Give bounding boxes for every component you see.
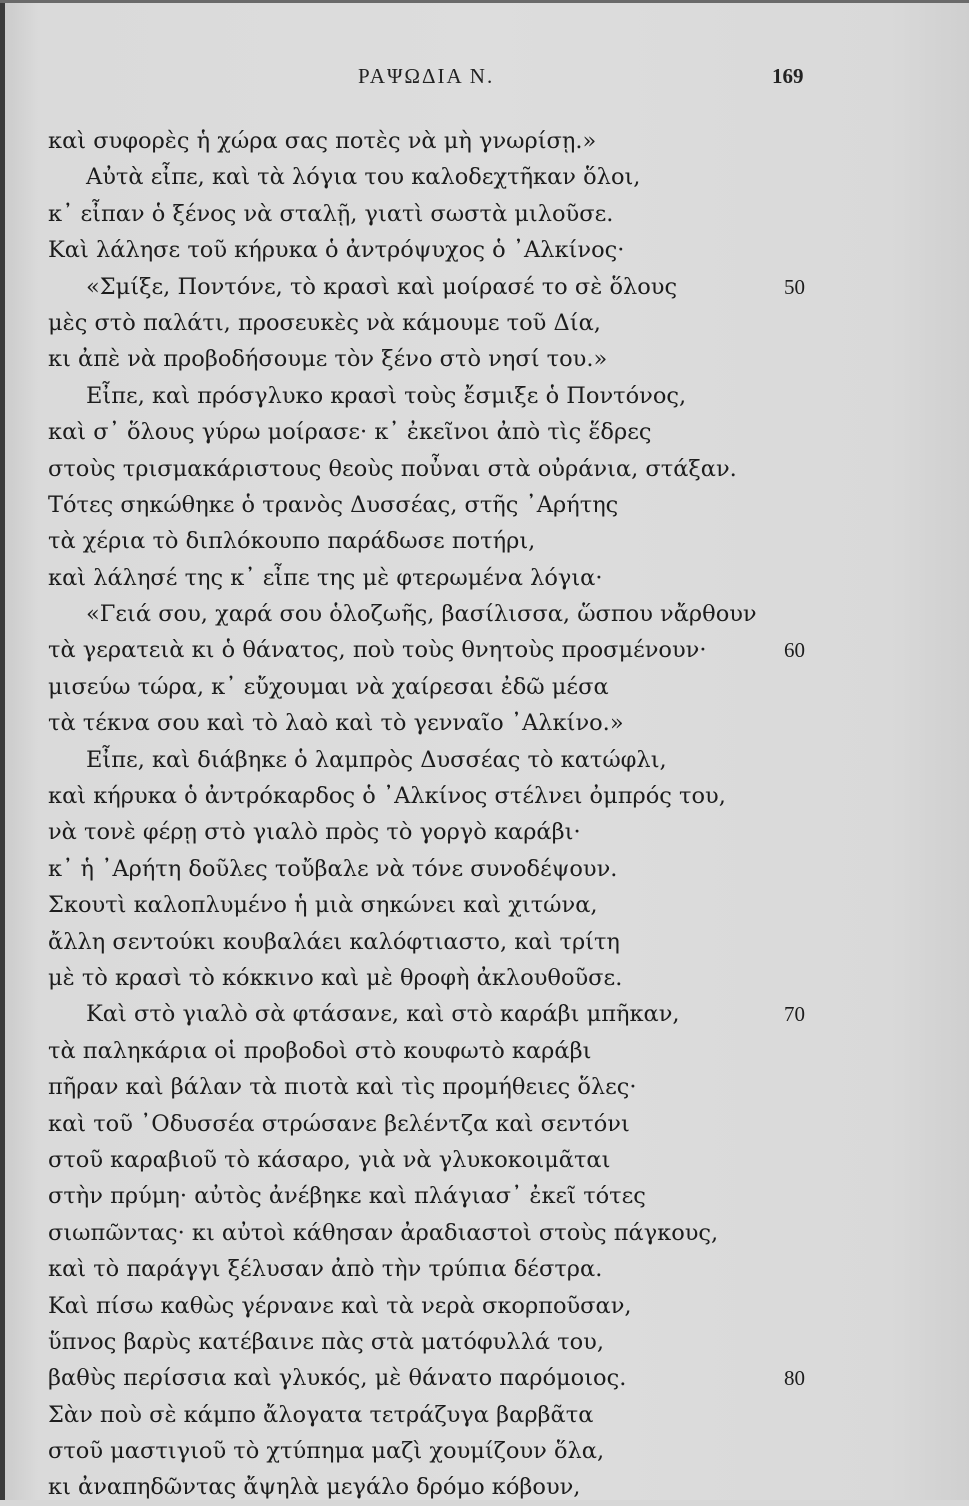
verse-text: Τότες σηκώθηκε ὁ τρανὸς Δυσσέας, στῆς ᾿Αρήτης — [48, 491, 619, 518]
verse-line — [48, 1397, 918, 1433]
verse-line — [48, 742, 918, 778]
verse-line — [48, 814, 918, 850]
verse-line — [48, 196, 918, 232]
verse-line — [48, 705, 918, 741]
page-number: 169 — [772, 64, 804, 88]
verse-line — [48, 269, 918, 305]
verse-text: καὶ τοῦ ᾿Οδυσσέα στρώσανε βελέντζα καὶ σεντόνι — [48, 1110, 630, 1137]
verse-text: στοὺς τρισμακάριστους θεοὺς ποὖναι στὰ οὐράνια, στάξαν. — [48, 455, 737, 482]
verse-text: στοῦ καραβιοῦ τὸ κάσαρο, γιὰ νὰ γλυκοκοιμᾶται — [48, 1146, 611, 1173]
verse-line — [48, 123, 918, 159]
verse-text: Σκουτὶ καλοπλυμένο ἡ μιὰ σηκώνει καὶ χιτώνα, — [48, 892, 598, 919]
verse-text: μὲς στὸ παλάτι, προσευκὲς νὰ κάμουμε τοῦ Δία, — [48, 309, 601, 336]
verse-text: σιωπῶντας· κι αὐτοὶ κάθησαν ἀραδιαστοὶ στοὺς πάγκους, — [48, 1219, 719, 1246]
verse-line-number: 70 — [784, 1002, 805, 1027]
verse-line — [48, 560, 918, 596]
verse-line — [48, 159, 918, 195]
verse-line — [48, 232, 918, 268]
verse-line — [48, 778, 918, 814]
verse-line — [48, 960, 918, 996]
verse-text: καὶ συφορὲς ἡ χώρα σας ποτὲς νὰ μὴ γνωρίσῃ.» — [48, 128, 597, 154]
verse-line — [48, 887, 918, 923]
verse-text: Καὶ πίσω καθὼς γέρνανε καὶ τὰ νερὰ σκορποῦσαν, — [48, 1292, 632, 1319]
page-top-edge — [0, 0, 969, 3]
verse-text: τὰ χέρια τὸ διπλόκουπο παράδωσε ποτήρι, — [48, 528, 536, 555]
verse-line — [48, 669, 918, 705]
verse-text: Καὶ λάλησε τοῦ κήρυκα ὁ ἀντρόψυχος ὁ ᾿Αλκίνος· — [48, 237, 625, 264]
verse-line — [48, 1324, 918, 1360]
verse-line — [48, 851, 918, 887]
verse-text: βαθὺς περίσσια καὶ γλυκός, μὲ θάνατο παρόμοιος. — [48, 1365, 627, 1392]
verse-line — [48, 1215, 918, 1251]
verse-text: κ᾿ εἶπαν ὁ ξένος νὰ σταλῇ, γιατὶ σωστὰ μιλοῦσε. — [48, 200, 614, 227]
verse-text: κ᾿ ἡ ᾿Αρήτη δοῦλες τοὔβαλε νὰ τόνε συνοδέψουν. — [48, 855, 618, 882]
verse-text: τὰ παληκάρια οἱ προβοδοὶ στὸ κουφωτὸ καράβι — [48, 1037, 592, 1064]
verse-text: Καὶ στὸ γιαλὸ σὰ φτάσανε, καὶ στὸ καράβι μπῆκαν, — [86, 1001, 680, 1028]
verse-text: καὶ σ᾿ ὅλους γύρω μοίρασε· κ᾿ ἐκεῖνοι ἀπὸ τὶς ἕδρες — [48, 419, 652, 446]
verse-line — [48, 996, 918, 1032]
verse-line — [48, 1178, 918, 1214]
verse-text: «Γειά σου, χαρά σου ὁλοζωῆς, βασίλισσα, ὥσπου νἄρθουν — [86, 601, 757, 628]
verse-line — [48, 924, 918, 960]
verse-line — [48, 1469, 918, 1505]
page-binding-edge — [0, 0, 5, 1500]
verse-line — [48, 305, 918, 341]
verse-line-number: 80 — [784, 1366, 805, 1391]
verse-line — [48, 1106, 918, 1142]
verse-line — [48, 1142, 918, 1178]
verse-line — [48, 487, 918, 523]
verse-text: μισεύω τώρα, κ᾿ εὔχουμαι νὰ χαίρεσαι ἐδῶ μέσα — [48, 673, 609, 700]
verse-text: πῆραν καὶ βάλαν τὰ πιοτὰ καὶ τὶς προμήθειες ὅλες· — [48, 1074, 637, 1101]
verse-line — [48, 451, 918, 487]
verse-line — [48, 523, 918, 559]
verse-line — [48, 341, 918, 377]
verse-line — [48, 378, 918, 414]
verse-text: Εἶπε, καὶ πρόσγλυκο κρασὶ τοὺς ἔσμιξε ὁ Ποντόνος, — [86, 382, 687, 409]
verse-line — [48, 1251, 918, 1287]
verse-line — [48, 632, 918, 668]
verse-line — [48, 1288, 918, 1324]
verse-text: μὲ τὸ κρασὶ τὸ κόκκινο καὶ μὲ θροφὴ ἀκλουθοῦσε. — [48, 964, 623, 991]
verse-text: «Σμίξε, Ποντόνε, τὸ κρασὶ καὶ μοίρασέ το σὲ ὅλους — [86, 273, 678, 300]
verse-text: κι ἀπὲ νὰ προβοδήσουμε τὸν ξένο στὸ νησί του.» — [48, 346, 608, 373]
verse-text: Εἶπε, καὶ διάβηκε ὁ λαμπρὸς Δυσσέας τὸ κατώφλι, — [86, 746, 667, 773]
verse-text: ἄλλη σεντούκι κουβαλάει καλόφτιαστο, καὶ τρίτη — [48, 928, 620, 955]
verse-line — [48, 1069, 918, 1105]
verse-text: στοῦ μαστιγιοῦ τὸ χτύπημα μαζὶ χουμίζουν ὅλα, — [48, 1438, 605, 1465]
verse-line — [48, 1433, 918, 1469]
verse-text: καὶ λάλησέ της κ᾿ εἶπε της μὲ φτερωμένα λόγια· — [48, 564, 603, 591]
running-header-title: ΡΑΨΩΔΙΑ Ν. — [358, 64, 495, 88]
verse-text: τὰ γερατειὰ κι ὁ θάνατος, ποὺ τοὺς θνητοὺς προσμένουν· — [48, 637, 707, 664]
verse-text: Σὰν ποὺ σὲ κάμπο ἄλογατα τετράζυγα βαρβᾶτα — [48, 1401, 594, 1428]
verse-line — [48, 596, 918, 632]
verse-line — [48, 1360, 918, 1396]
verse-text: κι ἀναπηδῶντας ἄψηλὰ μεγάλο δρόμο κόβουν, — [48, 1474, 581, 1501]
verse-text: καὶ τὸ παράγγι ξέλυσαν ἀπὸ τὴν τρύπια δέστρα. — [48, 1256, 603, 1283]
verse-text: στὴν πρύμη· αὐτὸς ἀνέβηκε καὶ πλάγιασ᾿ ἐκεῖ τότες — [48, 1183, 646, 1210]
verse-line — [48, 1033, 918, 1069]
verse-line-number: 50 — [784, 274, 805, 299]
poem-text — [48, 123, 918, 1506]
verse-text: ὕπνος βαρὺς κατέβαινε πὰς στὰ ματόφυλλά του, — [48, 1328, 604, 1355]
verse-text: νὰ τονὲ φέρῃ στὸ γιαλὸ πρὸς τὸ γοργὸ καράβι· — [48, 819, 581, 846]
verse-line — [48, 414, 918, 450]
verse-line-number: 60 — [784, 638, 805, 663]
verse-text: Αὐτὰ εἶπε, καὶ τὰ λόγια του καλοδεχτῆκαν ὅλοι, — [86, 164, 641, 191]
verse-text: καὶ κήρυκα ὁ ἀντρόκαρδος ὁ ᾿Αλκίνος στέλνει ὀμπρός του, — [48, 783, 726, 810]
verse-text: τὰ τέκνα σου καὶ τὸ λαὸ καὶ τὸ γενναῖο ᾿Αλκίνο.» — [48, 710, 624, 737]
